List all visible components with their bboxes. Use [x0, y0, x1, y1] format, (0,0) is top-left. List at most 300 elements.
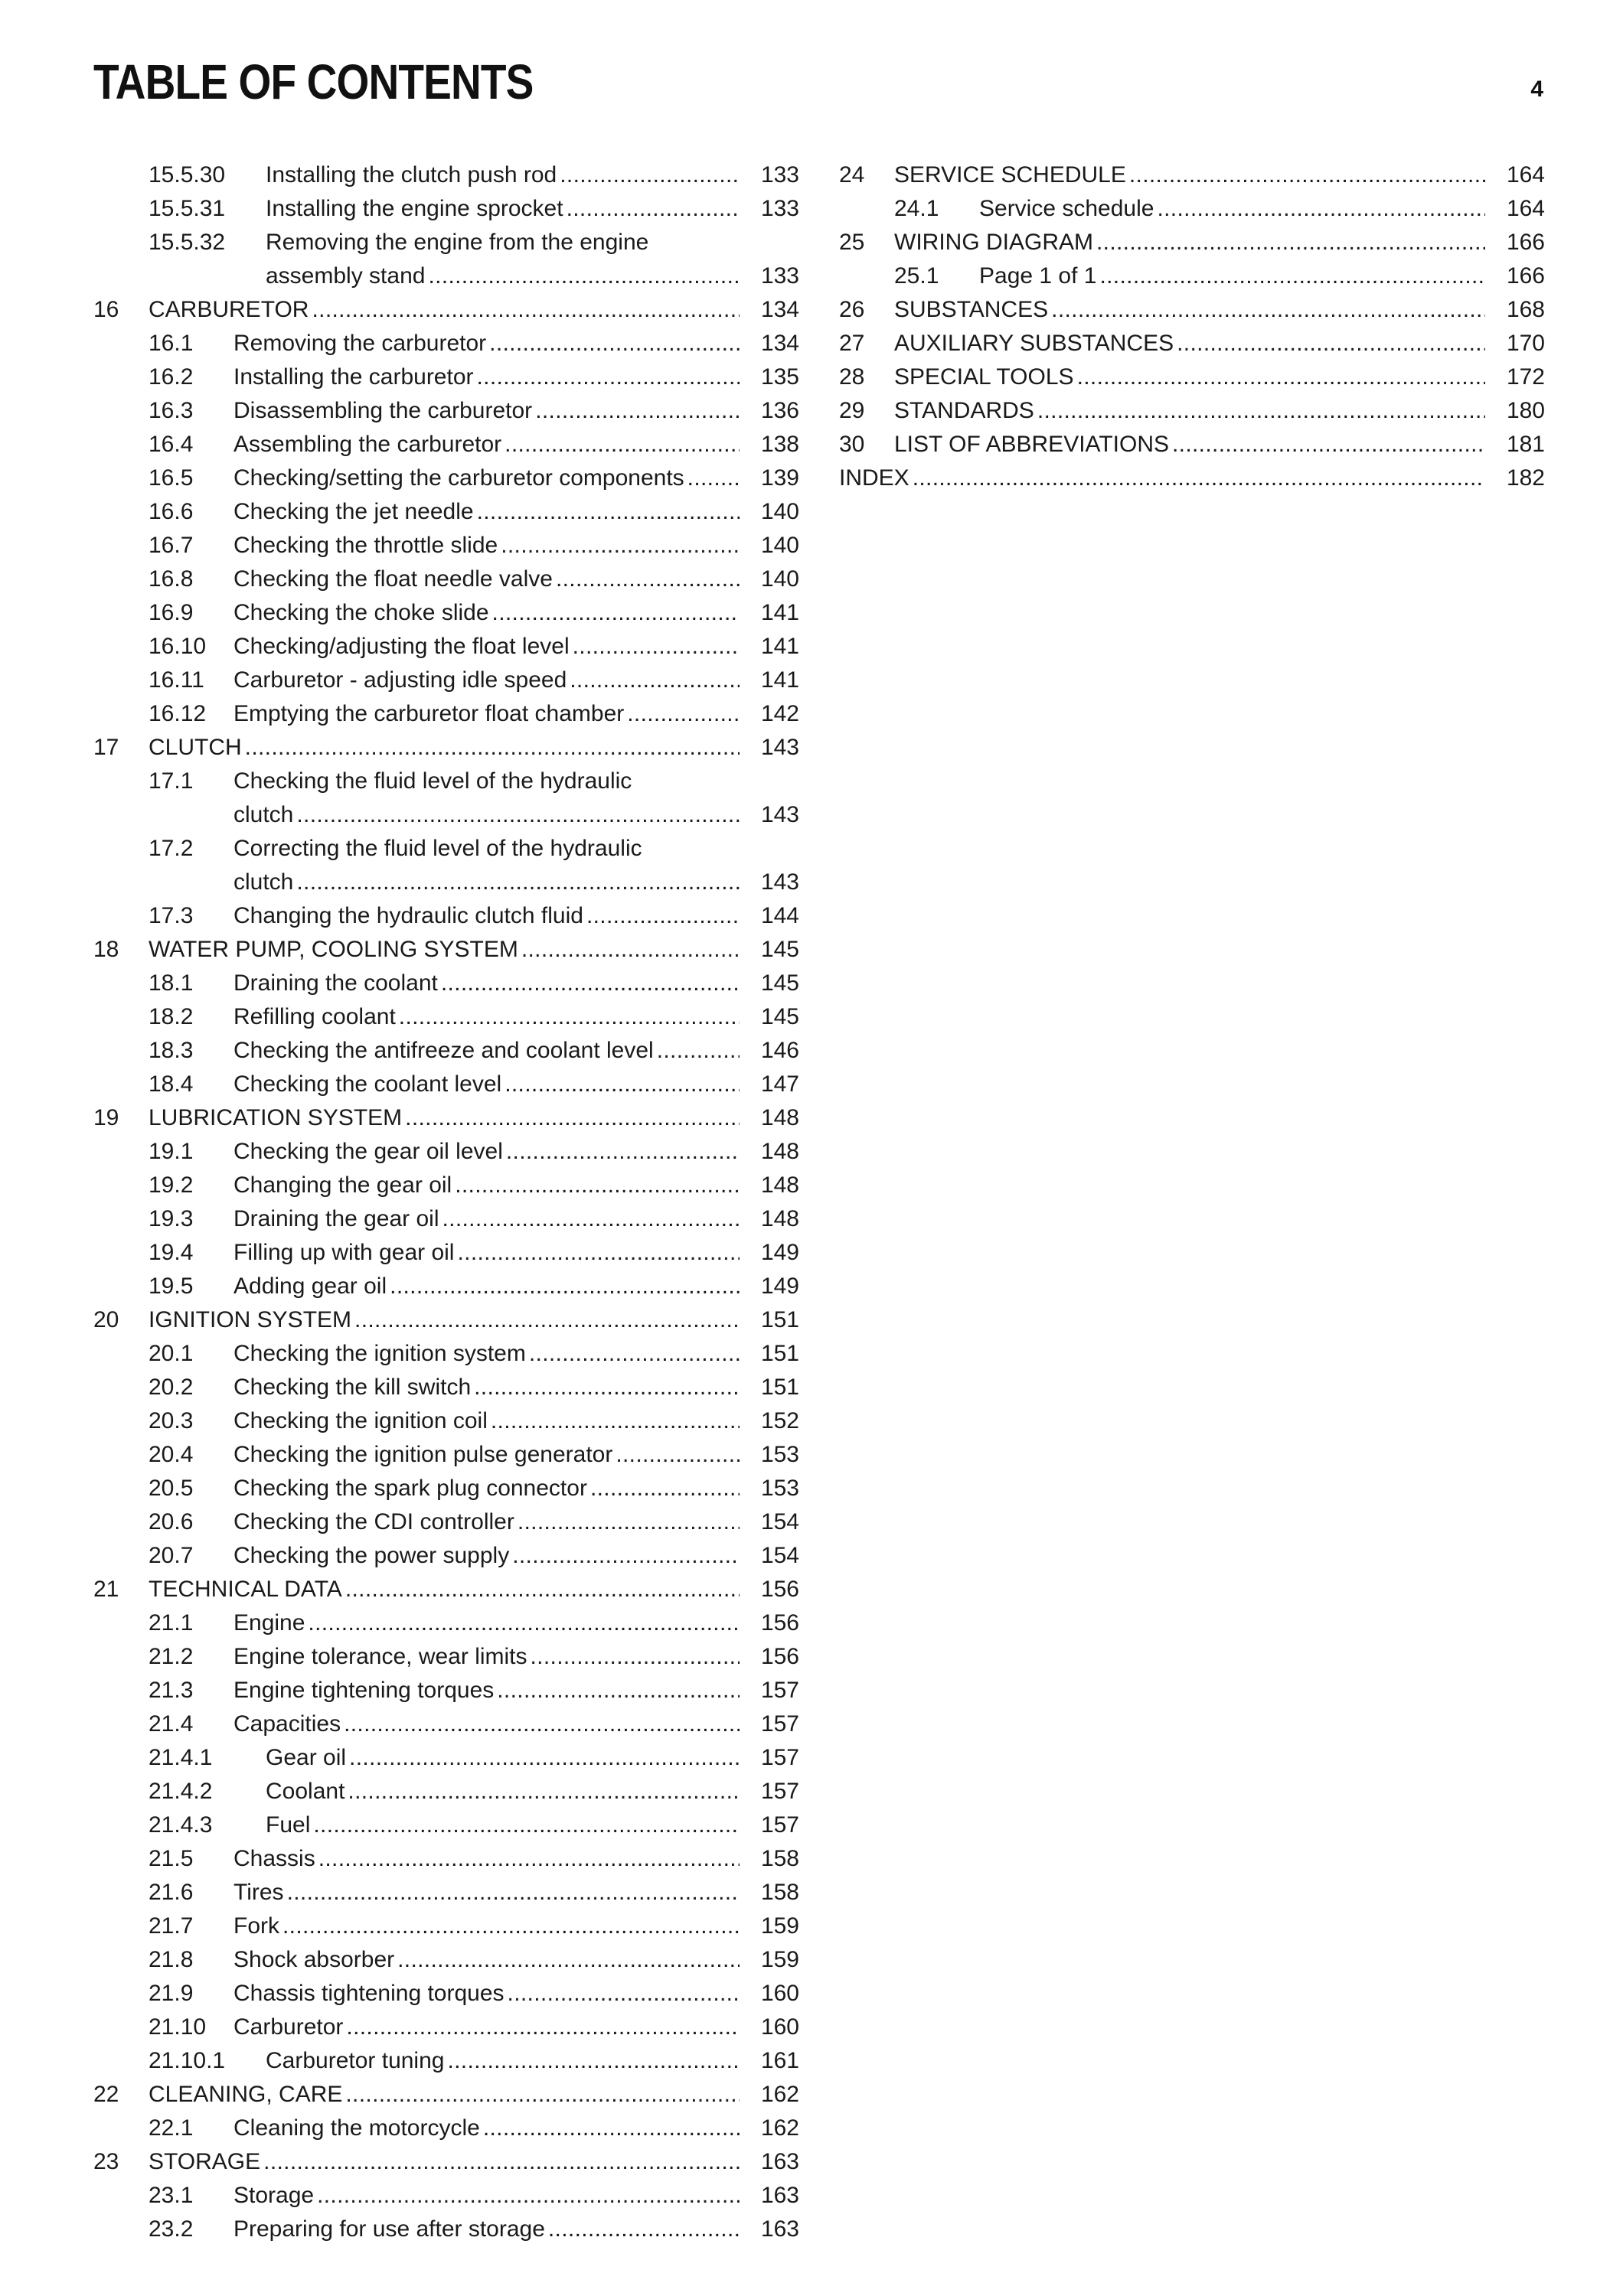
dot-leader [442, 1202, 740, 1236]
toc-entry-title-line: Removing the engine from the engine [266, 230, 649, 255]
toc-entry-body [149, 933, 799, 967]
dot-leader [318, 1842, 740, 1876]
toc-entry-body [894, 327, 1545, 360]
toc-entry-title: CLUTCH [149, 735, 242, 760]
toc-entry[interactable] [93, 192, 799, 226]
toc-entry-body [233, 2112, 799, 2145]
dot-leader [348, 1775, 740, 1808]
toc-entry-line [149, 1101, 799, 1135]
toc-entry[interactable] [93, 1135, 799, 1169]
toc-entry-body [233, 967, 799, 1000]
toc-entry[interactable] [93, 933, 799, 967]
toc-entry[interactable] [93, 158, 799, 192]
toc-entry-title: Draining the coolant [233, 970, 438, 996]
toc-entry[interactable] [93, 1808, 799, 1842]
toc-entry-line [233, 461, 799, 495]
toc-entry[interactable] [93, 563, 799, 596]
toc-entry[interactable] [93, 1034, 799, 1068]
toc-entry[interactable] [93, 731, 799, 765]
toc-entry-line [233, 428, 799, 461]
toc-entry-body [233, 596, 799, 630]
toc-entry-number: 16.5 [149, 465, 194, 491]
toc-entry-title: Engine tightening torques [233, 1678, 495, 1703]
toc-entry-title: Service schedule [979, 196, 1154, 221]
toc-entry[interactable] [839, 158, 1545, 192]
toc-entry-number: 20.3 [149, 1408, 194, 1433]
toc-entry-line [233, 529, 799, 563]
dot-leader [282, 1910, 740, 1943]
toc-entry-line [894, 293, 1545, 327]
toc-entry-number: 16.11 [149, 667, 204, 693]
toc-entry-number: 21.1 [149, 1610, 194, 1636]
toc-entry-body [233, 563, 799, 596]
toc-entry-number: 15.5.31 [149, 196, 226, 221]
toc-entry[interactable] [93, 327, 799, 360]
toc-entry-body [233, 2213, 799, 2246]
toc-entry[interactable] [839, 259, 1545, 293]
toc-entry[interactable] [93, 1068, 799, 1101]
toc-entry-body [839, 461, 1545, 495]
toc-entry-body [266, 1775, 799, 1808]
toc-entry-page: 138 [760, 432, 799, 457]
toc-entry-title-line: Checking the fluid level of the hydraulic [233, 768, 632, 794]
toc-entry-title: STORAGE [149, 2149, 261, 2174]
toc-entry-page: 142 [760, 701, 799, 726]
toc-entry-body [233, 630, 799, 664]
toc-entry[interactable] [93, 1943, 799, 1977]
toc-entry[interactable] [93, 226, 799, 293]
toc-entry-page: 157 [760, 1812, 799, 1838]
toc-entry-number: 21.7 [149, 1913, 194, 1939]
toc-entry[interactable] [93, 1505, 799, 1539]
dot-leader [1177, 327, 1485, 360]
toc-entry-number: 19.2 [149, 1172, 194, 1198]
toc-entry-number: 22.1 [149, 2115, 194, 2141]
toc-entry[interactable] [93, 1910, 799, 1943]
toc-entry-line [233, 798, 799, 832]
toc-entry-line [233, 1977, 799, 2011]
toc-entry[interactable] [93, 630, 799, 664]
toc-entry[interactable] [93, 1876, 799, 1910]
toc-entry-number: 21.9 [149, 1981, 194, 2006]
toc-entry[interactable] [93, 1337, 799, 1371]
toc-entry-line [233, 1842, 799, 1876]
toc-entry-body [233, 664, 799, 697]
toc-entry-number: 15.5.32 [149, 230, 226, 255]
toc-entry-title: Checking/setting the carburetor components [233, 465, 684, 491]
dot-leader [1077, 360, 1485, 394]
toc-entry[interactable] [93, 495, 799, 529]
toc-entry-number: 21.2 [149, 1644, 194, 1669]
toc-entry-title: Checking the kill switch [233, 1375, 472, 1400]
toc-entry-number: 19.5 [149, 1274, 194, 1299]
toc-entry-number: 16.12 [149, 701, 207, 726]
toc-entry-page: 136 [760, 398, 799, 423]
toc-entry-line [233, 1068, 799, 1101]
toc-entry-line [894, 394, 1545, 428]
toc-entry[interactable] [93, 1169, 799, 1202]
toc-entry-body [233, 461, 799, 495]
dot-leader [474, 1371, 740, 1404]
toc-entry-page: 145 [760, 937, 799, 962]
toc-entry-title: Checking the power supply [233, 1543, 510, 1568]
toc-entry-title: Cleaning the motorcycle [233, 2115, 480, 2141]
toc-entry-page: 180 [1506, 398, 1545, 423]
toc-entry-title: Carburetor - adjusting idle speed [233, 667, 567, 693]
toc-entry[interactable] [93, 1640, 799, 1674]
toc-entry-number: 30 [839, 432, 865, 457]
toc-entry-body [233, 1876, 799, 1910]
toc-entry[interactable] [93, 2213, 799, 2246]
toc-entry[interactable] [93, 2011, 799, 2044]
toc-entry-title: Engine tolerance, wear limits [233, 1644, 527, 1669]
toc-entry-title: Installing the engine sprocket [266, 196, 563, 221]
toc-entry-title: Checking the spark plug connector [233, 1476, 587, 1501]
toc-entry[interactable] [839, 192, 1545, 226]
toc-entry[interactable] [93, 1842, 799, 1876]
toc-entry-line [149, 1573, 799, 1606]
dot-leader [687, 461, 740, 495]
toc-entry-page: 163 [760, 2149, 799, 2174]
toc-entry[interactable] [93, 765, 799, 832]
toc-entry-line [233, 866, 799, 899]
toc-entry-title: STANDARDS [894, 398, 1034, 423]
toc-entry-page: 160 [760, 2014, 799, 2040]
toc-entry[interactable] [93, 2112, 799, 2145]
toc-entry-title: WIRING DIAGRAM [894, 230, 1093, 255]
dot-leader [296, 866, 740, 899]
toc-entry-title: Checking the antifreeze and coolant level [233, 1038, 654, 1063]
toc-entry-number: 24 [839, 162, 865, 188]
toc-entry-title: Storage [233, 2183, 315, 2208]
toc-entry-number: 18.3 [149, 1038, 194, 1063]
toc-entry-body [266, 158, 799, 192]
toc-entry-line [894, 158, 1545, 192]
toc-entry-page: 143 [760, 869, 799, 895]
dot-leader [497, 1674, 740, 1707]
toc-entry-body [233, 394, 799, 428]
toc-entry[interactable] [93, 1371, 799, 1404]
toc-entry-line [894, 360, 1545, 394]
toc-entry-line [266, 1775, 799, 1808]
toc-entry-title: Preparing for use after storage [233, 2216, 545, 2242]
toc-entry-body [149, 1303, 799, 1337]
dot-leader [296, 798, 740, 832]
toc-entry-number: 23 [93, 2149, 119, 2174]
dot-leader [455, 1169, 740, 1202]
page-number: 4 [1530, 77, 1543, 102]
toc-entry-title: CARBURETOR [149, 297, 309, 322]
toc-entry-line [979, 192, 1545, 226]
toc-entry-line [233, 664, 799, 697]
toc-entry-page: 157 [760, 1745, 799, 1770]
toc-entry-number: 26 [839, 297, 865, 322]
toc-entry-number: 21.4.1 [149, 1745, 213, 1770]
toc-entry[interactable] [93, 461, 799, 495]
toc-entry[interactable] [93, 2078, 799, 2112]
toc-entry-page: 159 [760, 1947, 799, 1972]
toc-entry[interactable] [93, 596, 799, 630]
toc-entry-title: Changing the gear oil [233, 1172, 452, 1198]
dot-leader [913, 461, 1485, 495]
toc-entry-page: 144 [760, 903, 799, 928]
dot-leader [344, 1707, 740, 1741]
toc-entry-number: 27 [839, 331, 865, 356]
toc-entry[interactable] [93, 1573, 799, 1606]
toc-entry[interactable] [93, 1775, 799, 1808]
toc-entry-page: 148 [760, 1105, 799, 1130]
page-title: TABLE OF CONTENTS [93, 54, 534, 109]
toc-entry-line [233, 1236, 799, 1270]
dot-leader [521, 933, 740, 967]
toc-entry-page: 148 [760, 1139, 799, 1164]
toc-entry[interactable] [93, 1438, 799, 1472]
toc-entry-title: Checking the ignition system [233, 1341, 526, 1366]
toc-entry-title: CLEANING, CARE [149, 2082, 343, 2107]
toc-entry[interactable] [93, 1303, 799, 1337]
toc-entry[interactable] [93, 2044, 799, 2078]
toc-entry-body [894, 226, 1545, 259]
toc-entry[interactable] [839, 428, 1545, 461]
toc-entry-page: 172 [1506, 364, 1545, 390]
toc-entry-line [233, 495, 799, 529]
toc-entry-page: 133 [760, 196, 799, 221]
toc-entry-number: 18.4 [149, 1071, 194, 1097]
toc-entry-page: 166 [1506, 230, 1545, 255]
toc-entry-line [233, 394, 799, 428]
toc-entry-number: 16.10 [149, 634, 207, 659]
toc-entry-number: 20.1 [149, 1341, 194, 1366]
toc-entry[interactable] [93, 1707, 799, 1741]
toc-entry-title: SERVICE SCHEDULE [894, 162, 1126, 188]
toc-entry-body [266, 2044, 799, 2078]
toc-entry-number: 20.5 [149, 1476, 194, 1501]
toc-entry-line [233, 1404, 799, 1438]
toc-entry[interactable] [839, 226, 1545, 259]
toc-entry[interactable] [839, 461, 1545, 495]
toc-entry-title: TECHNICAL DATA [149, 1577, 342, 1602]
toc-entry-title: clutch [233, 802, 294, 827]
toc-entry-body [149, 1573, 799, 1606]
toc-entry-page: 157 [760, 1779, 799, 1804]
toc-entry-line [979, 259, 1545, 293]
toc-entry-body [149, 731, 799, 765]
toc-entry-body [233, 1910, 799, 1943]
dot-leader [397, 1943, 740, 1977]
toc-entry-page: 156 [760, 1610, 799, 1636]
toc-entry-page: 149 [760, 1240, 799, 1265]
toc-entry-page: 157 [760, 1678, 799, 1703]
toc-entry-number: 21.10 [149, 2014, 207, 2040]
toc-entry-line [894, 226, 1545, 259]
dot-leader [489, 327, 740, 360]
toc-entry-number: 20.7 [149, 1543, 194, 1568]
toc-entry-body [149, 293, 799, 327]
dot-leader [1096, 226, 1485, 259]
toc-entry[interactable] [93, 832, 799, 899]
dot-leader [657, 1034, 740, 1068]
toc-entry-title: Adding gear oil [233, 1274, 387, 1299]
dot-leader [447, 2044, 740, 2078]
dot-leader [399, 1000, 740, 1034]
toc-entry-body [149, 2145, 799, 2179]
toc-entry-title: Checking the throttle slide [233, 533, 498, 558]
toc-entry[interactable] [93, 428, 799, 461]
dot-leader [346, 2011, 740, 2044]
toc-entry-page: 162 [760, 2115, 799, 2141]
toc-entry-title: Fuel [266, 1812, 311, 1838]
dot-leader [531, 1640, 740, 1674]
toc-entry[interactable] [839, 327, 1545, 360]
dot-leader [570, 664, 740, 697]
toc-entry-line [233, 1876, 799, 1910]
toc-entry[interactable] [93, 1000, 799, 1034]
toc-entry-page: 145 [760, 1004, 799, 1029]
dot-leader [1129, 158, 1485, 192]
toc-entry-body [266, 192, 799, 226]
toc-entry-body [233, 1068, 799, 1101]
toc-entry-number: 21.4.3 [149, 1812, 213, 1838]
toc-entry[interactable] [93, 1977, 799, 2011]
toc-entry-body [233, 1371, 799, 1404]
toc-entry-line [233, 1943, 799, 1977]
toc-entry-body [233, 1135, 799, 1169]
toc-entry-number: 16 [93, 297, 119, 322]
toc-entry[interactable] [93, 664, 799, 697]
toc-entry-body [233, 360, 799, 394]
toc-entry-number: 22 [93, 2082, 119, 2107]
toc-entry-number: 20.4 [149, 1442, 194, 1467]
toc-entry[interactable] [93, 967, 799, 1000]
toc-entry-page: 161 [760, 2048, 799, 2073]
toc-entry[interactable] [839, 360, 1545, 394]
toc-entry-page: 141 [760, 634, 799, 659]
toc-entry-body [233, 1977, 799, 2011]
toc-entry[interactable] [93, 293, 799, 327]
toc-entry-body [233, 1674, 799, 1707]
toc-entry-line [233, 899, 799, 933]
toc-entry-line [233, 1202, 799, 1236]
toc-entry[interactable] [93, 1472, 799, 1505]
toc-entry-title: assembly stand [266, 263, 426, 289]
dot-leader [1172, 428, 1485, 461]
toc-entry[interactable] [93, 697, 799, 731]
dot-leader [501, 529, 740, 563]
toc-entry-number: 19 [93, 1105, 119, 1130]
toc-entry-line [233, 1337, 799, 1371]
toc-entry-title: SUBSTANCES [894, 297, 1049, 322]
toc-entry[interactable] [93, 1674, 799, 1707]
toc-entry-page: 135 [760, 364, 799, 390]
toc-entry-page: 134 [760, 297, 799, 322]
toc-entry-body [979, 192, 1545, 226]
toc-entry-body [233, 428, 799, 461]
toc-entry-number: 18.2 [149, 1004, 194, 1029]
toc-entry-body [233, 697, 799, 731]
toc-entry-number: 24.1 [894, 196, 939, 221]
toc-left-column [93, 158, 799, 2246]
toc-entry-title: Checking the CDI controller [233, 1509, 514, 1534]
toc-entry-line [233, 1606, 799, 1640]
toc-entry-body [894, 293, 1545, 327]
toc-entry[interactable] [93, 1236, 799, 1270]
toc-entry-body [266, 1808, 799, 1842]
toc-entry[interactable] [93, 899, 799, 933]
toc-entry[interactable] [93, 1741, 799, 1775]
toc-entry[interactable] [93, 529, 799, 563]
toc-entry-body [894, 428, 1545, 461]
dot-leader [477, 495, 740, 529]
toc-entry-number: 29 [839, 398, 865, 423]
toc-entry-page: 160 [760, 1981, 799, 2006]
toc-entry-body [233, 1943, 799, 1977]
toc-entry-number: 19.1 [149, 1139, 194, 1164]
toc-entry-number: 16.8 [149, 566, 194, 592]
dot-leader [548, 2213, 740, 2246]
toc-entry[interactable] [93, 1606, 799, 1640]
toc-entry-page: 168 [1506, 297, 1545, 322]
toc-entry-title: Checking the ignition coil [233, 1408, 488, 1433]
toc-entry-number: 19.3 [149, 1206, 194, 1231]
toc-entry-page: 157 [760, 1711, 799, 1737]
toc-entry-line [233, 2179, 799, 2213]
toc-entry-body [233, 1842, 799, 1876]
toc-entry-line [233, 1135, 799, 1169]
toc-entry[interactable] [839, 293, 1545, 327]
toc-entry-line [233, 2112, 799, 2145]
toc-entry-page: 153 [760, 1442, 799, 1467]
toc-entry-line [233, 697, 799, 731]
toc-entry[interactable] [93, 2179, 799, 2213]
toc-entry[interactable] [93, 1101, 799, 1135]
toc-entry-page: 151 [760, 1307, 799, 1332]
toc-entry-line [149, 933, 799, 967]
toc-entry-body [233, 1034, 799, 1068]
dot-leader [573, 630, 740, 664]
toc-entry-number: 19.4 [149, 1240, 194, 1265]
toc-entry-title: Checking/adjusting the float level [233, 634, 570, 659]
toc-entry-title: Emptying the carburetor float chamber [233, 701, 625, 726]
toc-entry[interactable] [93, 2145, 799, 2179]
toc-entry-line [233, 2213, 799, 2246]
toc-entry[interactable] [839, 394, 1545, 428]
toc-entry[interactable] [93, 1404, 799, 1438]
toc-entry-body [233, 495, 799, 529]
toc-entry-number: 21.4 [149, 1711, 194, 1737]
dot-leader [441, 967, 740, 1000]
dot-leader [512, 1539, 740, 1573]
toc-entry-number: 16.9 [149, 600, 194, 625]
toc-entry-number: 17 [93, 735, 119, 760]
toc-entry-line [149, 731, 799, 765]
toc-entry-title: Carburetor [233, 2014, 344, 2040]
toc-entry-body [233, 1337, 799, 1371]
toc-entry[interactable] [93, 1202, 799, 1236]
toc-entry-body [233, 1202, 799, 1236]
toc-entry-page: 148 [760, 1206, 799, 1231]
toc-entry-line [266, 158, 799, 192]
dot-leader [263, 2145, 740, 2179]
toc-entry-line [233, 630, 799, 664]
toc-entry[interactable] [93, 360, 799, 394]
toc-entry-line [233, 967, 799, 1000]
toc-entry[interactable] [93, 1270, 799, 1303]
toc-entry-line [233, 1472, 799, 1505]
dot-leader [586, 899, 740, 933]
toc-entry[interactable] [93, 1539, 799, 1573]
toc-entry-page: 163 [760, 2183, 799, 2208]
toc-entry[interactable] [93, 394, 799, 428]
